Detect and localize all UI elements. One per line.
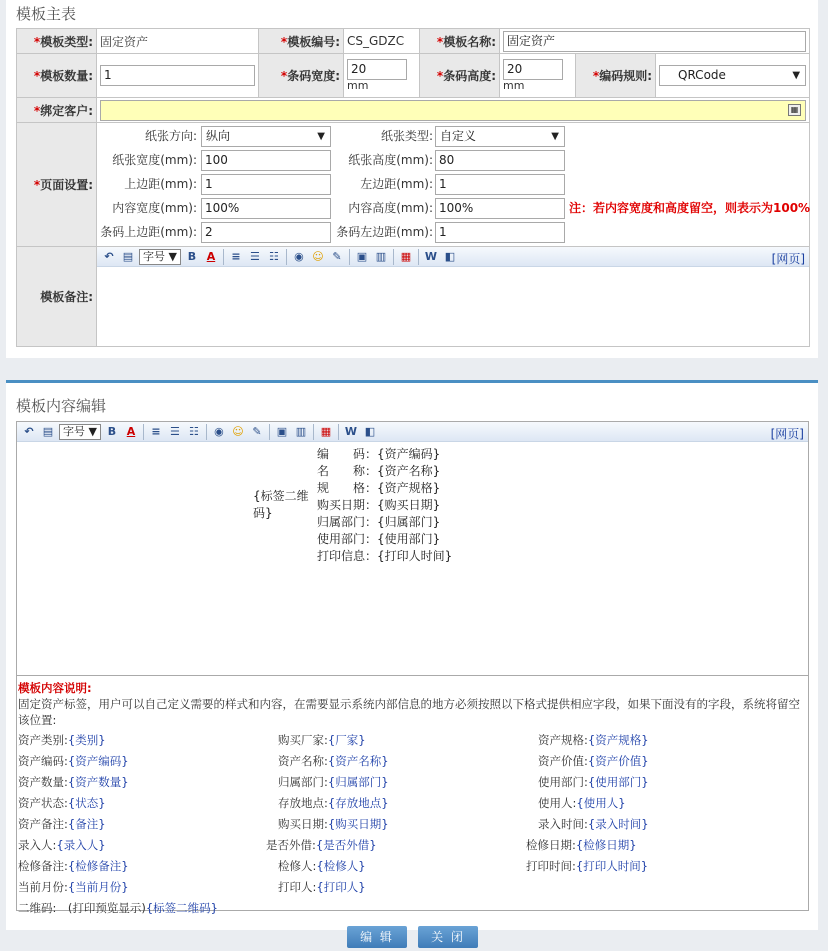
type-label: *模板类型: <box>17 29 97 54</box>
undo-icon[interactable]: ↶ <box>104 250 114 263</box>
qty-input[interactable]: 1 <box>100 65 255 86</box>
preview-icon[interactable]: ◧ <box>364 425 376 438</box>
emoticon-icon[interactable]: ☺ <box>232 425 244 438</box>
bch-unit: mm <box>503 79 525 92</box>
ordered-list-icon[interactable]: ☰ <box>250 250 260 263</box>
edit-icon[interactable]: ✎ <box>252 425 262 438</box>
align-icon[interactable]: ≡ <box>151 425 161 438</box>
barcode-left-input[interactable]: 1 <box>435 222 565 243</box>
barcode-width-input[interactable]: 20 <box>347 59 407 80</box>
ch-label: 内容高度(mm): <box>348 200 433 215</box>
name-input[interactable]: 固定资产 <box>503 31 806 52</box>
web-mode-link[interactable]: [网页] <box>770 427 804 441</box>
remark-toolbar <box>97 247 809 267</box>
image-icon[interactable]: ▣ <box>356 250 368 263</box>
orientation-select[interactable]: 纵向 ▼ <box>201 126 331 147</box>
master-form <box>16 28 810 347</box>
field-item: 资产状态:{状态} <box>18 796 106 810</box>
content-panel <box>6 380 818 930</box>
content-toolbar <box>17 422 808 442</box>
barcode-height-input[interactable]: 20 <box>503 59 563 80</box>
paper-width-input[interactable]: 100 <box>201 150 331 171</box>
chevron-down-icon: ▼ <box>551 130 559 142</box>
master-panel <box>6 0 818 358</box>
content-title: 模板内容编辑 <box>16 397 107 415</box>
field-item: 购买厂家:{厂家} <box>278 733 366 747</box>
bleft-label: 条码左边距(mm): <box>336 224 433 239</box>
template-line: 打印信息：{打印人时间} <box>317 549 453 563</box>
template-line: 归属部门：{归属部门} <box>317 515 441 529</box>
field-item: 使用部门:{使用部门} <box>538 775 649 789</box>
field-item: 二维码: (打印预览显示){标签二维码} <box>18 901 218 915</box>
word-icon[interactable]: W <box>344 425 358 438</box>
code-rule-select[interactable]: QRCode ▼ <box>659 65 806 86</box>
field-item: 录入时间:{录入时间} <box>538 817 649 831</box>
field-item: 使用人:{使用人} <box>538 796 626 810</box>
page-settings <box>97 125 809 245</box>
word-icon[interactable]: W <box>424 250 438 263</box>
content-height-input[interactable]: 100% <box>435 198 565 219</box>
desc-text: 固定资产标签，用户可以自己定义需要的样式和内容，在需要显示系统内部信息的地方必须按照以下格式提供相应字段，如果下面没有的字段，系统将留空该位置: <box>18 697 800 727</box>
code-value: CS_GDZC <box>344 29 420 54</box>
save-icon[interactable]: ▥ <box>295 425 307 438</box>
left-label: 左边距(mm): <box>360 176 433 191</box>
field-item: 归属部门:{归属部门} <box>278 775 389 789</box>
font-size-select[interactable]: 字号 ▼ <box>59 424 101 440</box>
customer-input[interactable] <box>100 100 806 121</box>
size-note: 注：若内容宽度和高度留空，则表示为100% <box>569 200 811 215</box>
field-item: 打印时间:{打印人时间} <box>526 859 649 873</box>
edit-icon[interactable]: ✎ <box>332 250 342 263</box>
field-item: 资产备注:{备注} <box>18 817 106 831</box>
picker-icon[interactable]: ▦ <box>788 104 801 116</box>
field-item: 录入人:{录入人} <box>18 838 106 852</box>
qr-placeholder: {标签二维码} <box>253 489 309 520</box>
field-item: 资产名称:{资产名称} <box>278 754 389 768</box>
preview-icon[interactable]: ◧ <box>444 250 456 263</box>
field-item: 购买日期:{购买日期} <box>278 817 389 831</box>
link-icon[interactable]: ◉ <box>294 250 304 263</box>
master-title: 模板主表 <box>16 5 77 23</box>
field-item: 资产类别:{类别} <box>18 733 106 747</box>
pw-label: 纸张宽度(mm): <box>112 152 197 167</box>
ptype-label: 纸张类型: <box>380 128 433 143</box>
content-description <box>17 675 808 915</box>
field-item: 打印人:{打印人} <box>278 880 366 894</box>
top-label: 上边距(mm): <box>124 176 197 191</box>
rule-label: *编码规则: <box>576 54 656 98</box>
font-color-icon[interactable]: A <box>126 425 136 438</box>
field-item: 当前月份:{当前月份} <box>18 880 129 894</box>
code-label: *模板编号: <box>259 29 344 54</box>
customer-label: *绑定客户: <box>17 98 97 123</box>
link-icon[interactable]: ◉ <box>214 425 224 438</box>
field-item: 资产数量:{资产数量} <box>18 775 129 789</box>
field-item: 是否外借:{是否外借} <box>266 838 377 852</box>
chevron-down-icon: ▼ <box>792 70 801 81</box>
unordered-list-icon[interactable]: ☷ <box>189 425 199 438</box>
left-margin-input[interactable]: 1 <box>435 174 565 195</box>
image-icon[interactable]: ▣ <box>276 425 288 438</box>
field-item: 检修日期:{检修日期} <box>526 838 637 852</box>
ph-label: 纸张高度(mm): <box>348 152 433 167</box>
orient-label: 纸张方向: <box>144 128 197 143</box>
qty-label: *模板数量: <box>17 54 97 98</box>
remark-editor[interactable] <box>97 267 809 345</box>
content-editor[interactable] <box>16 421 809 915</box>
field-item: 资产编码:{资产编码} <box>18 754 129 768</box>
btop-label: 条码上边距(mm): <box>100 224 197 239</box>
font-color-icon[interactable]: A <box>206 250 216 263</box>
bcw-unit: mm <box>347 79 369 92</box>
field-item: 存放地点:{存放地点} <box>278 796 389 810</box>
bcw-label: *条码宽度: <box>259 54 344 98</box>
flash-icon[interactable]: ▦ <box>400 250 412 263</box>
field-item: 检修备注:{检修备注} <box>18 859 129 873</box>
flash-icon[interactable]: ▦ <box>320 425 332 438</box>
content-width-input[interactable]: 100% <box>201 198 331 219</box>
ordered-list-icon[interactable]: ☰ <box>170 425 180 438</box>
name-label: *模板名称: <box>420 29 500 54</box>
paper-height-input[interactable]: 80 <box>435 150 565 171</box>
field-list <box>18 728 807 915</box>
font-size-select[interactable]: 字号 ▼ <box>139 249 181 265</box>
cw-label: 内容宽度(mm): <box>112 200 197 215</box>
field-item: 资产规格:{资产规格} <box>538 733 649 747</box>
paste-icon[interactable]: ▤ <box>42 425 54 438</box>
paste-icon[interactable]: ▤ <box>122 250 134 263</box>
page-label: *页面设置: <box>17 123 97 247</box>
top-margin-input[interactable]: 1 <box>201 174 331 195</box>
remark-label: 模板备注: <box>17 247 97 347</box>
template-line: 使用部门：{使用部门} <box>317 532 441 546</box>
template-line: 编 码：{资产编码} <box>317 447 441 461</box>
template-line: 名 称：{资产名称} <box>317 464 441 478</box>
type-value: 固定资产 <box>97 29 259 54</box>
paper-type-select[interactable]: 自定义 ▼ <box>435 126 565 147</box>
template-lines <box>317 446 452 565</box>
barcode-top-input[interactable]: 2 <box>201 222 331 243</box>
template-line: 购买日期：{购买日期} <box>317 498 441 512</box>
undo-icon[interactable]: ↶ <box>24 425 34 438</box>
chevron-down-icon: ▼ <box>317 130 325 142</box>
bold-icon[interactable]: B <box>187 250 197 263</box>
web-mode-link[interactable]: [网页] <box>771 252 806 266</box>
field-item: 检修人:{检修人} <box>278 859 366 873</box>
close-button[interactable]: 关 闭 <box>418 926 478 948</box>
desc-title: 模板内容说明: <box>18 681 92 695</box>
bch-label: *条码高度: <box>420 54 500 98</box>
edit-button[interactable]: 编 辑 <box>347 926 407 948</box>
emoticon-icon[interactable]: ☺ <box>312 250 324 263</box>
align-icon[interactable]: ≡ <box>231 250 241 263</box>
template-line: 规 格：{资产规格} <box>317 481 441 495</box>
unordered-list-icon[interactable]: ☷ <box>269 250 279 263</box>
field-item: 资产价值:{资产价值} <box>538 754 649 768</box>
save-icon[interactable]: ▥ <box>375 250 387 263</box>
bold-icon[interactable]: B <box>107 425 117 438</box>
